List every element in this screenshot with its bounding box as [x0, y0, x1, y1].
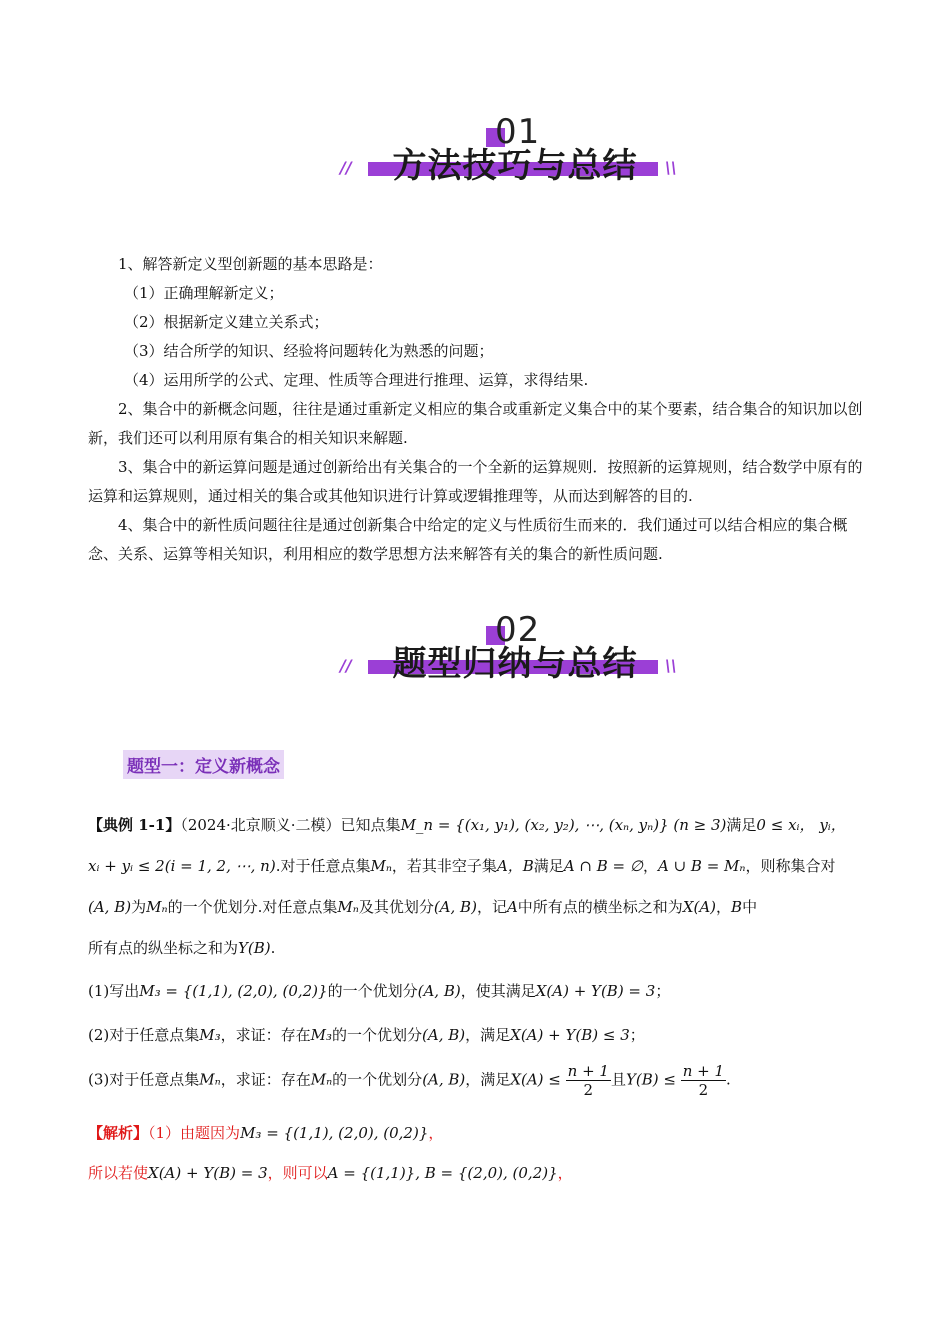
- formula: X(A) + Y(B) = 3: [148, 1164, 268, 1182]
- question-type-heading: 题型一：定义新概念: [123, 750, 284, 779]
- formula: M_n = {(x₁, y₁), (x₂, y₂), ⋯, (xₙ, yₙ)} (n ≥ 3): [400, 816, 727, 834]
- example-line-3: (A, B)为Mₙ的一个优划分.对任意点集Mₙ及其优划分(A, B)，记A中所有点的横坐标之和为X(A)，B中: [88, 898, 758, 916]
- formula: B: [731, 898, 743, 916]
- formula: M₃: [199, 1026, 221, 1044]
- method-step-4: （4）运用所学的公式、定理、性质等合理进行推理、运算，求得结果.: [124, 371, 589, 389]
- slash-decoration-right: \\: [665, 656, 677, 675]
- slash-decoration-right: \\: [665, 158, 677, 177]
- formula: Mₙ: [370, 857, 392, 875]
- formula: M₃ = {(1,1), (2,0), (0,2)}: [139, 982, 328, 1000]
- formula: Y(B) ≤: [625, 1070, 676, 1089]
- fraction: $\frac{n + 1}{2}$: [567, 1062, 609, 1099]
- formula: A = {(1,1)}, B = {(2,0), (0,2)}: [327, 1164, 558, 1182]
- method-point-3: 3、集合中的新运算问题是通过创新给出有关集合的一个全新的运算规则．按照新的运算规则，结合数学中原有的运算和运算规则，通过相关的集合或其他知识进行计算或逻辑推理等，从而达到解答的目的.: [88, 458, 863, 505]
- method-section: [88, 250, 868, 569]
- formula: Mₙ: [310, 1070, 333, 1089]
- question-3: (3)对于任意点集Mₙ，求证：存在Mₙ的一个优划分(A, B)，满足X(A) ≤ $\frac{n + 1}{2}$ 且Y(B) ≤ $\frac{n + 1}{2}$ .: [88, 1062, 731, 1099]
- section-number: 02: [495, 610, 540, 650]
- section-number: 01: [495, 112, 540, 152]
- question-2: (2)对于任意点集M₃，求证：存在M₃的一个优划分(A, B)，满足X(A) + Y(B) ≤ 3；: [88, 1026, 645, 1044]
- question-1: (1)写出M₃ = {(1,1), (2,0), (0,2)}的一个优划分(A, B)，使其满足X(A) + Y(B) = 3；: [88, 982, 671, 1000]
- formula: X(A) + Y(B) = 3: [535, 982, 656, 1000]
- formula: M₃: [310, 1026, 333, 1044]
- example-source: （2024·北京顺义·二模）: [180, 816, 341, 834]
- solution-line-2: 所以若使X(A) + Y(B) = 3，则可以A = {(1,1)}, B = {(2,0), (0,2)}，: [88, 1164, 573, 1182]
- formula: (A, B): [88, 898, 132, 916]
- method-step-3: （3）结合所学的知识、经验将问题转化为熟悉的问题；: [124, 342, 494, 360]
- formula: M₃ = {(1,1), (2,0), (0,2)}: [240, 1124, 429, 1142]
- formula: Y(B): [238, 939, 271, 957]
- formula: A，B: [496, 857, 534, 875]
- example-line-1: 【典例 1-1】（2024·北京顺义·二模）已知点集M_n = {(x₁, y₁), (x₂, y₂), ⋯, (xₙ, yₙ)} (n ≥ 3)满足0 ≤ xᵢ， yᵢ，: [88, 816, 846, 834]
- example-line-2: xᵢ + yᵢ ≤ 2(i = 1, 2, ⋯, n).对于任意点集Mₙ，若其非空子集A，B满足A ∩ B = ∅，A ∪ B = Mₙ，则称集合对: [88, 857, 836, 875]
- slash-decoration-left: //: [340, 656, 352, 675]
- slash-decoration-left: //: [340, 158, 352, 177]
- formula: (A, B): [422, 1026, 466, 1044]
- formula: 0 ≤ xᵢ， yᵢ，: [756, 816, 846, 834]
- formula: Mₙ: [146, 898, 168, 916]
- formula: (A, B): [433, 898, 477, 916]
- method-point-4: 4、集合中的新性质问题往往是通过创新集合中给定的定义与性质衍生而来的．我们通过可以结合相应的集合概念、关系、运算等相关知识，利用相应的数学思想方法来解答有关的集合的新性质问题.: [88, 516, 848, 563]
- solution-label: 【解析】: [88, 1124, 149, 1142]
- section-title: 题型归纳与总结: [392, 644, 638, 684]
- fraction: $\frac{n + 1}{2}$: [682, 1062, 725, 1099]
- formula: A ∪ B = Mₙ: [657, 857, 746, 875]
- formula: Mₙ: [337, 898, 359, 916]
- formula: (A, B): [417, 982, 461, 1000]
- formula: A ∩ B = ∅: [563, 857, 643, 875]
- formula: Mₙ: [199, 1070, 221, 1089]
- formula: xᵢ + yᵢ ≤ 2(i = 1, 2, ⋯, n): [88, 857, 276, 875]
- formula: (A, B): [422, 1070, 466, 1089]
- method-step-1: （1）正确理解新定义；: [124, 284, 284, 302]
- method-step-2: （2）根据新定义建立关系式；: [124, 313, 329, 331]
- example-line-4: 所有点的纵坐标之和为Y(B).: [88, 939, 276, 957]
- section-banner-1: [340, 112, 680, 202]
- section-banner-2: [340, 610, 680, 700]
- solution-line-1: 【解析】（1）由题因为M₃ = {(1,1), (2,0), (0,2)}，: [88, 1124, 444, 1142]
- method-point-2: 2、集合中的新概念问题，往往是通过重新定义相应的集合或重新定义集合中的某个要素，结合集合的知识加以创新，我们还可以利用原有集合的相关知识来解题.: [88, 400, 863, 447]
- formula: X(A): [682, 898, 717, 916]
- formula: A: [506, 898, 518, 916]
- section-title: 方法技巧与总结: [392, 146, 638, 186]
- method-point-1: 1、解答新定义型创新题的基本思路是：: [118, 255, 383, 273]
- formula: X(A) ≤: [510, 1070, 561, 1089]
- formula: X(A) + Y(B) ≤ 3: [510, 1026, 630, 1044]
- example-label: 【典例 1-1】: [88, 816, 181, 834]
